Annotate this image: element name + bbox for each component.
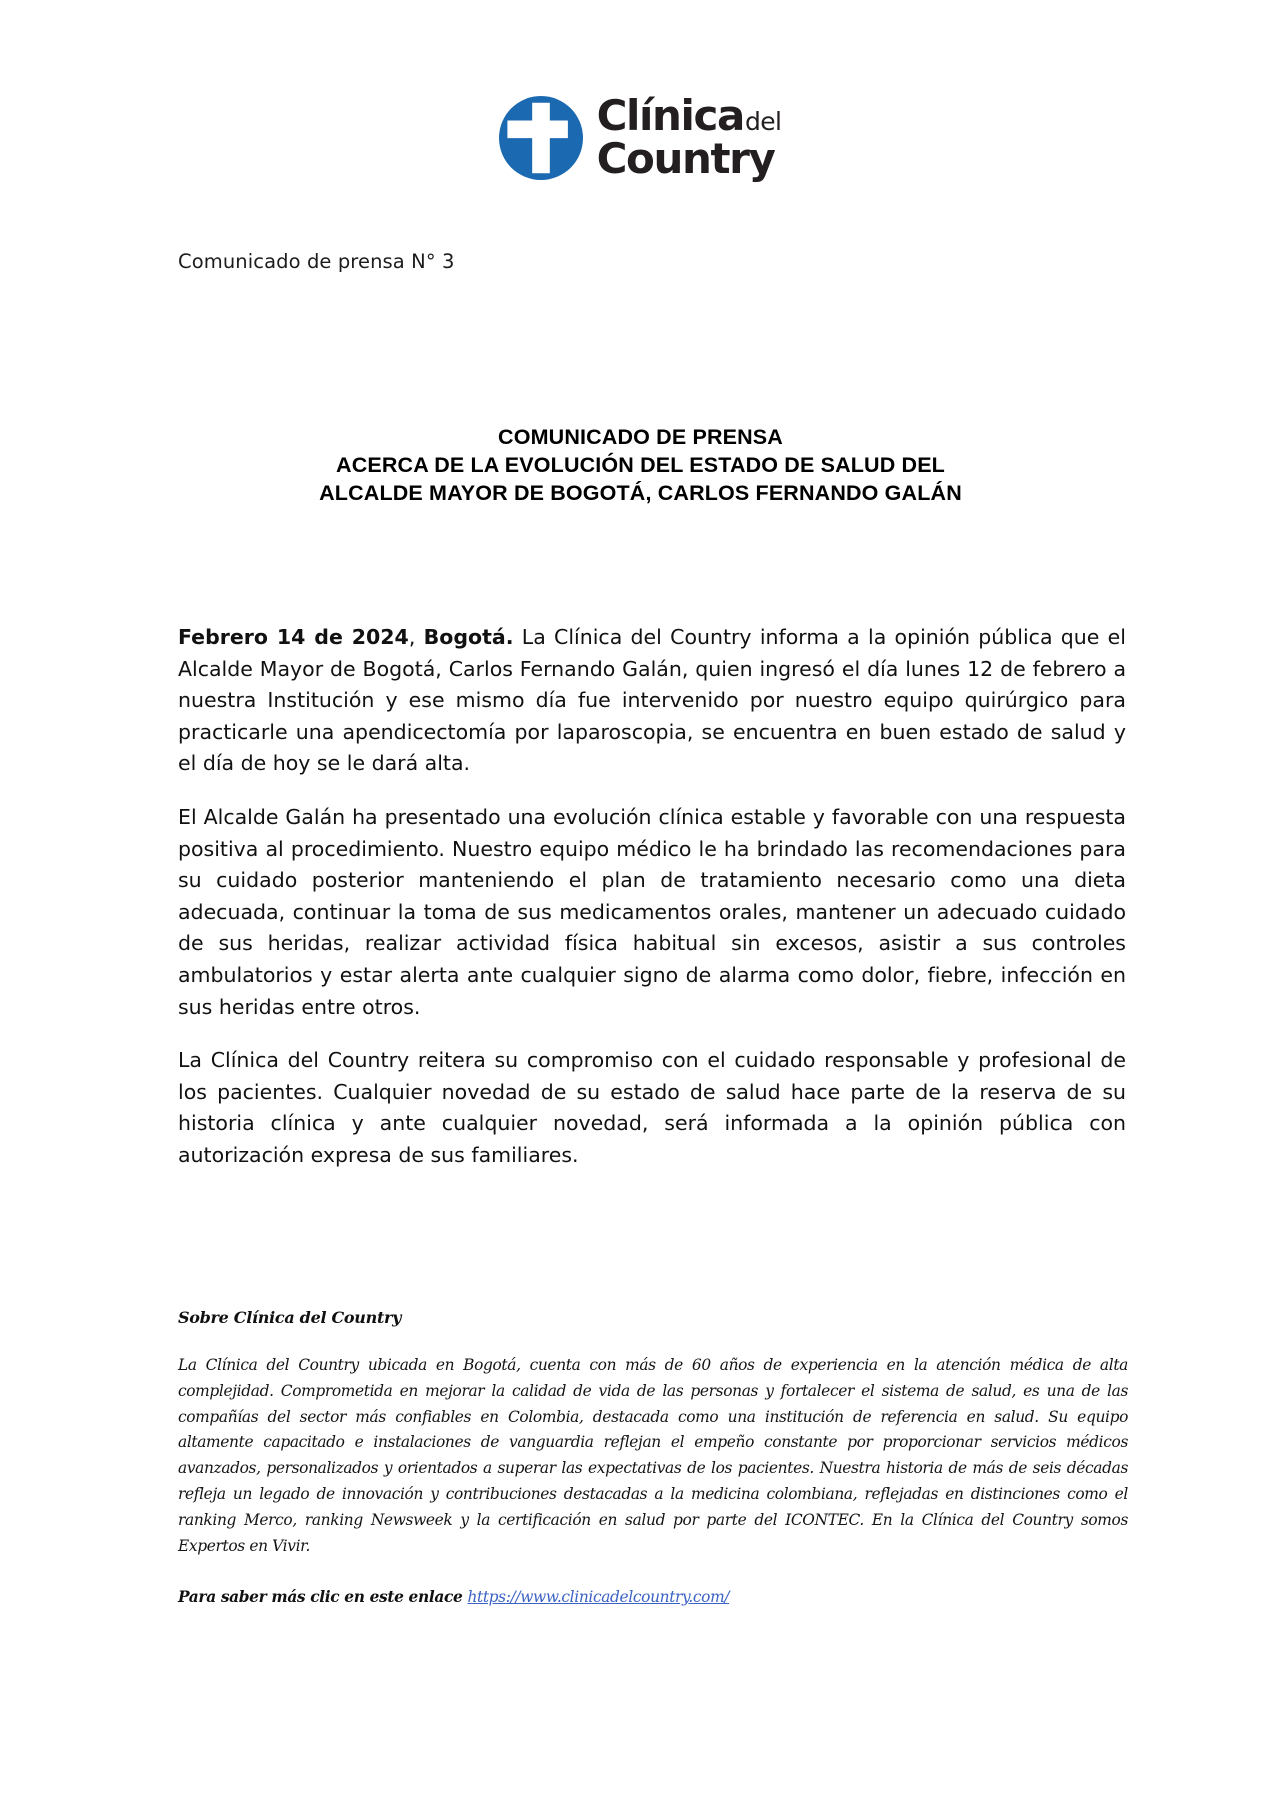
dateline-city: Bogotá. [423,625,514,649]
logo-word-clinica: Clínica [596,91,744,141]
logo-word-del: del [744,107,782,137]
about-section [178,1308,1128,1609]
document-header [0,91,1280,183]
clinica-website-link[interactable]: https://www.clinicadelcountry.com/ [467,1588,730,1607]
cross-circle-icon [499,96,583,180]
body-paragraph-1 [178,622,1126,780]
title-line-3: ALCALDE MAYOR DE BOGOTÁ, CARLOS FERNANDO GALÁN [319,481,962,505]
press-release-body [178,622,1126,1172]
about-text: La Clínica del Country ubicada en Bogotá, cuenta con más de 60 años de experiencia en la atención médica de alta complejidad. Comprometida en mejorar la calidad de vida de las personas y fortalecer el sistema de salud, es una de las compañías del sector más confiables en Colombia, destacada como una institución de referencia en salud. Su equipo altamente capacitado e instalaciones de vanguardia reflejan el empeño constante por proporcionar servicios médicos avanzados, personalizados y orientados a superar las expectativas de los pacientes. Nuestra historia de más de seis décadas refleja un legado de innovación y contribuciones destacadas a la medicina colombiana, reflejadas en distinciones como el ranking Merco, ranking Newsweek y la certificación en salud por parte del ICONTEC. En la Clínica del Country somos Expertos en Vivir. [178,1356,1128,1555]
body-paragraph-3: La Clínica del Country reitera su compromiso con el cuidado responsable y profesional de los pacientes. Cualquier novedad de su estado de salud hace parte de la reserva de su historia clínica y ante cualquier novedad, será informada a la opinión pública con autorización expresa de sus familiares. [178,1048,1126,1167]
page-title [178,423,1103,507]
about-heading: Sobre Clínica del Country [178,1308,402,1327]
logo-wordmark [596,91,782,183]
about-link-line [178,1585,1128,1609]
body-paragraph-1-text: La Clínica del Country informa a la opinión pública que el Alcalde Mayor de Bogotá, Carlos Fernando Galán, quien ingresó el día lunes 12 de febrero a nuestra Institución y ese mismo día fue intervenido por nuestro equipo quirúrgico para practicarle una apendicectomía por laparoscopia, se encuentra en buen estado de salud y el día de hoy se le dará alta. [178,625,1126,776]
logo-word-country: Country [596,134,775,183]
body-paragraph-2: El Alcalde Galán ha presentado una evolución clínica estable y favorable con una respuesta positiva al procedimiento. Nuestro equipo médico le ha brindado las recomendaciones para su cuidado posterior manteniendo el plan de tratamiento necesario como una dieta adecuada, continuar la toma de sus medicamentos orales, mantener un adecuado cuidado de sus heridas, realizar actividad física habitual sin excesos, asistir a sus controles ambulatorios y estar alerta ante cualquier signo de alarma como dolor, fiebre, infección en sus heridas entre otros. [178,804,1126,1019]
clinica-del-country-logo [499,91,782,183]
title-line-1: COMUNICADO DE PRENSA [498,425,783,449]
dateline-date: Febrero 14 de 2024 [178,625,409,649]
dateline-separator: , [408,625,424,649]
about-link-prefix: Para saber más clic en este enlace [178,1588,468,1607]
release-number: Comunicado de prensa N° 3 [178,250,455,273]
logo-line-clinica-del [596,91,782,141]
title-line-2: ACERCA DE LA EVOLUCIÓN DEL ESTADO DE SALUD DEL [336,453,945,477]
